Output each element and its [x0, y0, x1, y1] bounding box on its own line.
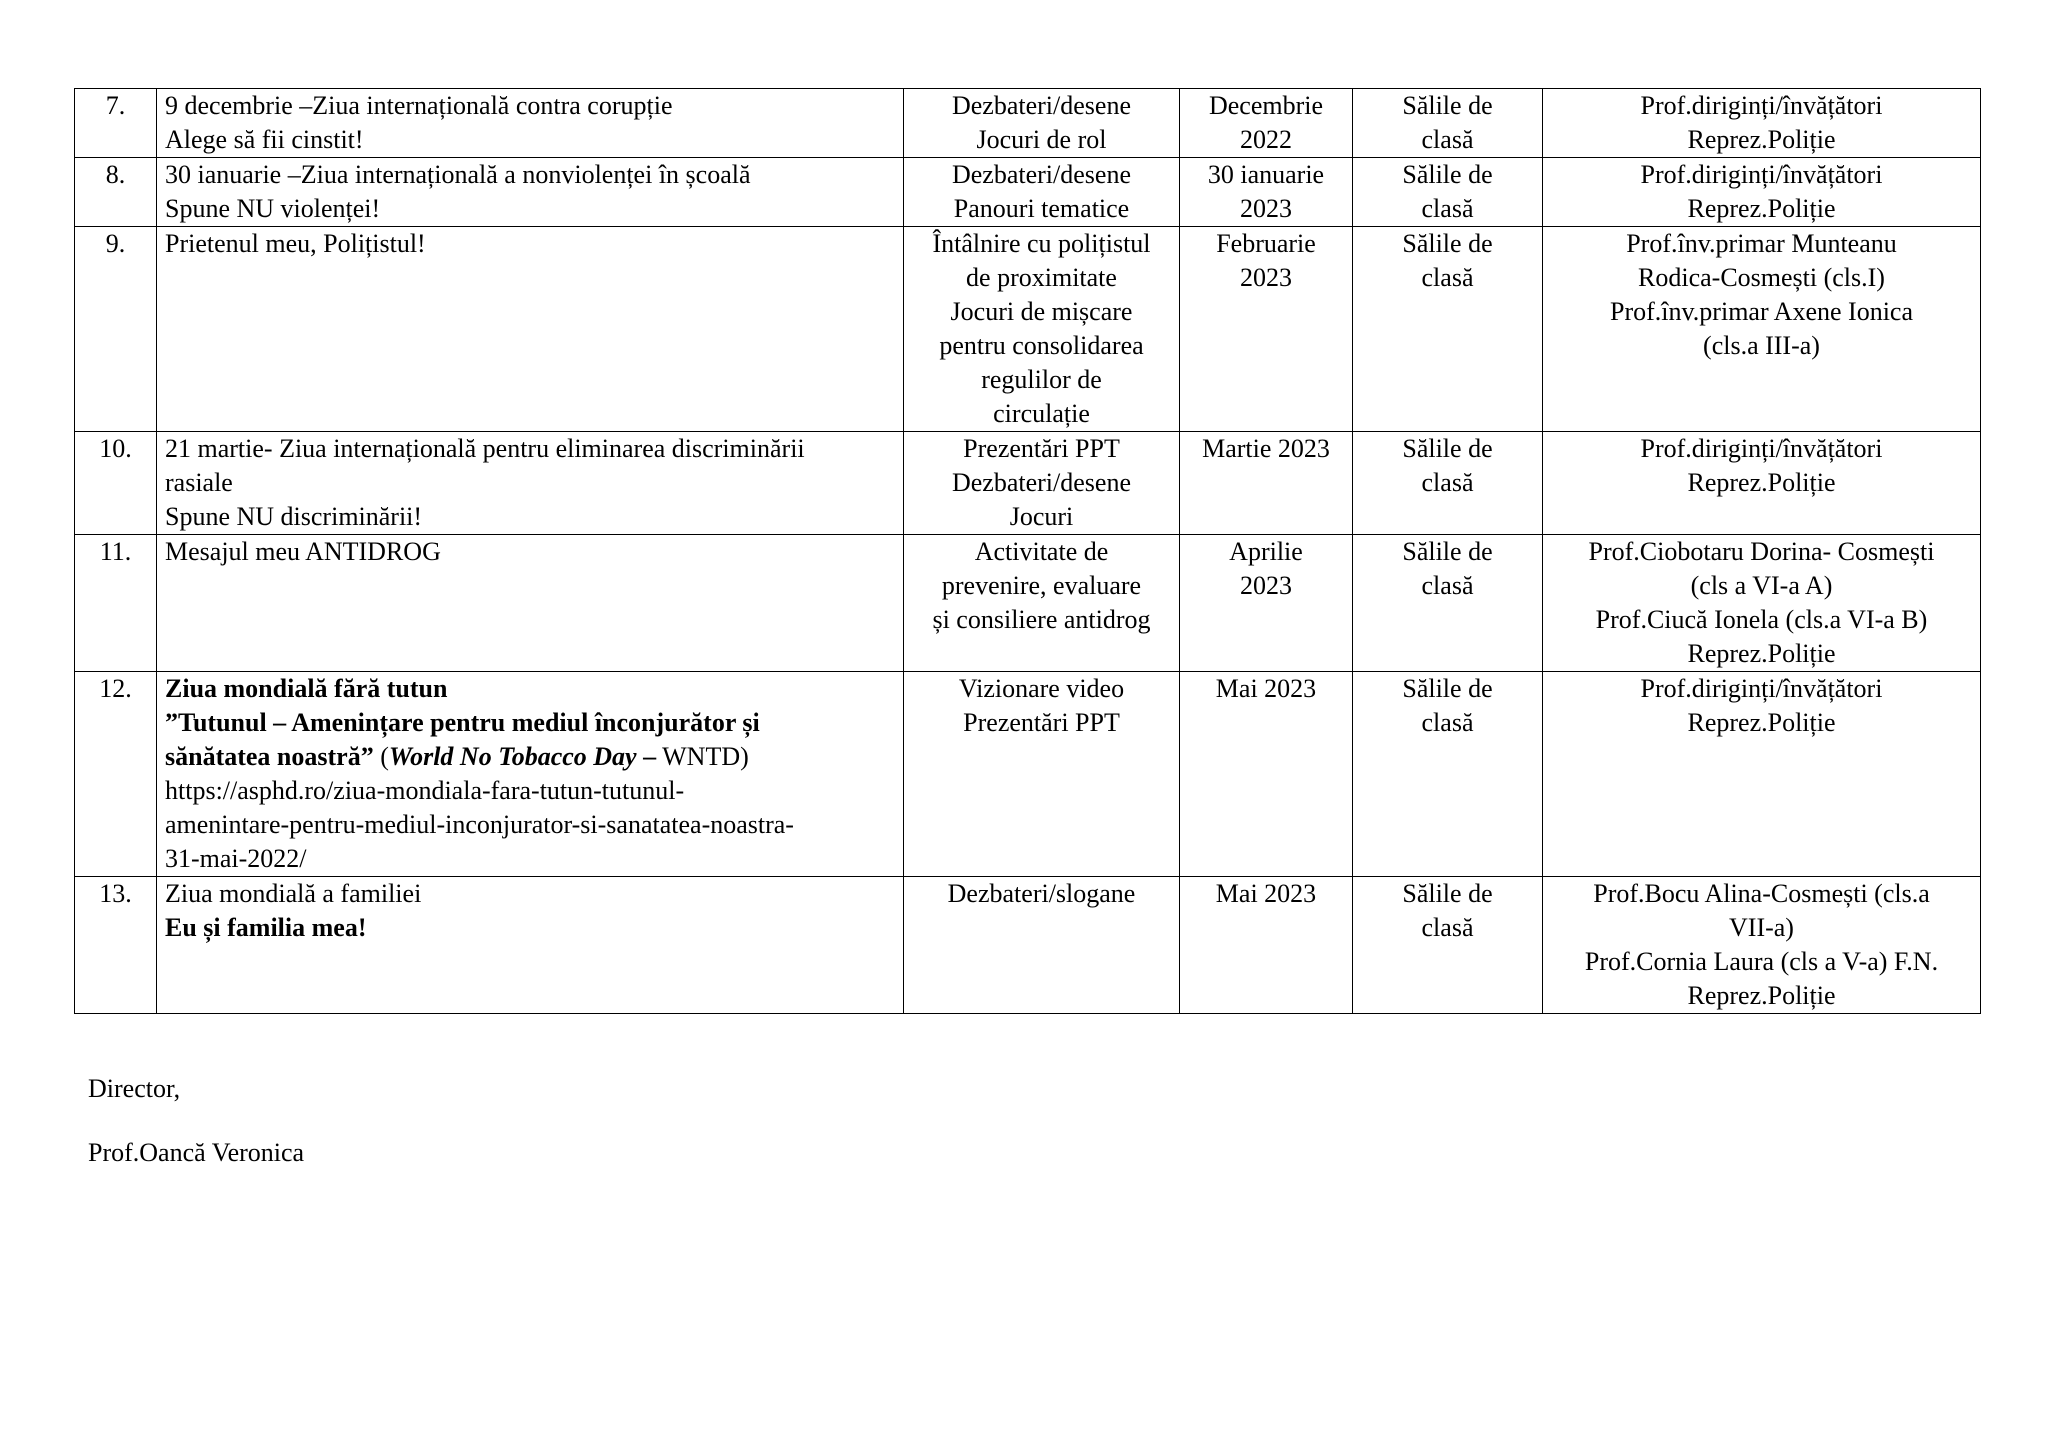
- row-number: 13.: [75, 877, 157, 1014]
- responsible-cell: Prof.diriginți/învățători Reprez.Poliție: [1543, 432, 1981, 535]
- period-cell: Decembrie 2022: [1180, 89, 1353, 158]
- activities-table: [74, 88, 1981, 1014]
- responsible-cell: Prof.diriginți/învățători Reprez.Poliție: [1543, 89, 1981, 158]
- activity-type-cell: Dezbateri/desene Jocuri de rol: [904, 89, 1180, 158]
- table-row: [75, 432, 1981, 535]
- place-cell: Sălile de clasă: [1353, 227, 1543, 432]
- place-cell: Sălile de clasă: [1353, 535, 1543, 672]
- activity-type-cell: Prezentări PPT Dezbateri/desene Jocuri: [904, 432, 1180, 535]
- row-number: 12.: [75, 672, 157, 877]
- activity-type-cell: Întâlnire cu polițistul de proximitate Jocuri de mișcare pentru consolidarea regulilor de circulație: [904, 227, 1180, 432]
- activity-cell: Prietenul meu, Polițistul!: [157, 227, 904, 432]
- signature-name: Prof.Oancă Veronica: [88, 1138, 305, 1167]
- table-row: [75, 227, 1981, 432]
- activity-cell: 21 martie- Ziua internațională pentru eliminarea discriminării rasiale Spune NU discriminării!: [157, 432, 904, 535]
- activity-type-cell: Vizionare video Prezentări PPT: [904, 672, 1180, 877]
- place-cell: Sălile de clasă: [1353, 432, 1543, 535]
- activity-cell: Mesajul meu ANTIDROG: [157, 535, 904, 672]
- row-number: 7.: [75, 89, 157, 158]
- activity-type-cell: Dezbateri/slogane: [904, 877, 1180, 1014]
- row-number: 11.: [75, 535, 157, 672]
- signature-role: Director,: [88, 1074, 181, 1103]
- activity-title: Ziua mondială fără tutun: [165, 674, 448, 703]
- responsible-cell: Prof.diriginți/învățători Reprez.Poliție: [1543, 672, 1981, 877]
- table-row: [75, 158, 1981, 227]
- place-cell: Sălile de clasă: [1353, 158, 1543, 227]
- responsible-cell: Prof.înv.primar Munteanu Rodica-Cosmești (cls.I) Prof.înv.primar Axene Ionica (cls.a III-a): [1543, 227, 1981, 432]
- activity-quote: ”Tutunul – Amenințare pentru mediul înconjurător și: [165, 708, 760, 737]
- activity-type-cell: Dezbateri/desene Panouri tematice: [904, 158, 1180, 227]
- period-cell: 30 ianuarie 2023: [1180, 158, 1353, 227]
- wntd-english: World No Tobacco Day: [388, 742, 637, 771]
- responsible-cell: Prof.Ciobotaru Dorina- Cosmești (cls a VI-a A) Prof.Ciucă Ionela (cls.a VI-a B) Reprez.Poliție: [1543, 535, 1981, 672]
- period-cell: Mai 2023: [1180, 672, 1353, 877]
- table-row: [75, 535, 1981, 672]
- activity-cell: [157, 672, 904, 877]
- place-cell: Sălile de clasă: [1353, 672, 1543, 877]
- activity-cell: Ziua mondială a familiei Eu și familia mea!: [157, 877, 904, 1014]
- row-number: 9.: [75, 227, 157, 432]
- responsible-cell: Prof.Bocu Alina-Cosmești (cls.a VII-a) Prof.Cornia Laura (cls a V-a) F.N. Reprez.Poliție: [1543, 877, 1981, 1014]
- period-cell: Aprilie 2023: [1180, 535, 1353, 672]
- activity-type-cell: Activitate de prevenire, evaluare și consiliere antidrog: [904, 535, 1180, 672]
- source-link[interactable]: https://asphd.ro/ziua-mondiala-fara-tutun-tutunul-: [165, 776, 685, 805]
- responsible-cell: Prof.diriginți/învățători Reprez.Poliție: [1543, 158, 1981, 227]
- table-row: [75, 89, 1981, 158]
- period-cell: Martie 2023: [1180, 432, 1353, 535]
- period-cell: Februarie 2023: [1180, 227, 1353, 432]
- source-link[interactable]: amenintare-pentru-mediul-inconjurator-si-sanatatea-noastra-: [165, 810, 794, 839]
- activity-quote-end: sănătatea noastră” (World No Tobacco Day – WNTD): [165, 742, 749, 771]
- source-link[interactable]: 31-mai-2022/: [165, 844, 307, 873]
- period-cell: Mai 2023: [1180, 877, 1353, 1014]
- place-cell: Sălile de clasă: [1353, 877, 1543, 1014]
- place-cell: Sălile de clasă: [1353, 89, 1543, 158]
- row-number: 8.: [75, 158, 157, 227]
- activity-cell: 30 ianuarie –Ziua internațională a nonviolenței în școală Spune NU violenței!: [157, 158, 904, 227]
- table-row: [75, 672, 1981, 877]
- activity-cell: 9 decembrie –Ziua internațională contra corupție Alege să fii cinstit!: [157, 89, 904, 158]
- table-row: [75, 877, 1981, 1014]
- row-number: 10.: [75, 432, 157, 535]
